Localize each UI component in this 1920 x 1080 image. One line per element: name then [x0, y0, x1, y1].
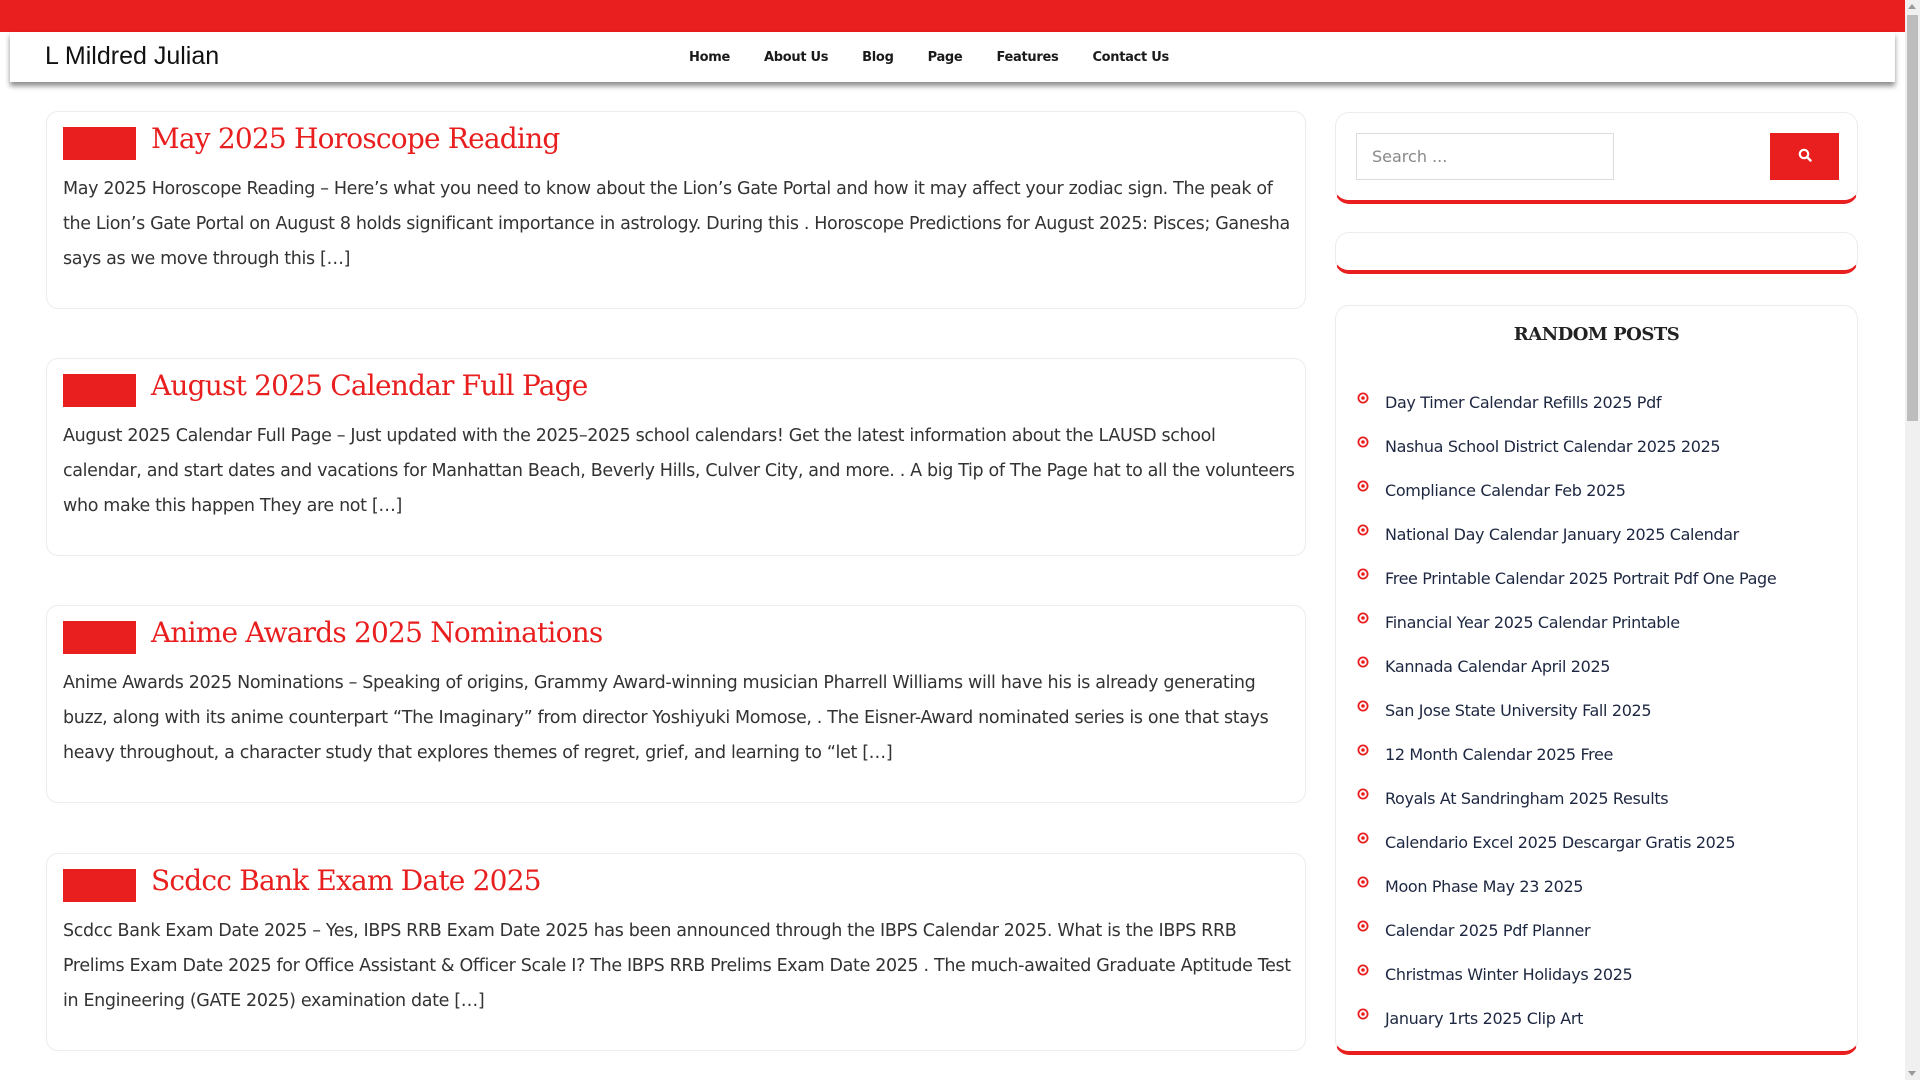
random-post-link[interactable]: Compliance Calendar Feb 2025 [1385, 480, 1626, 500]
random-post-link[interactable]: National Day Calendar January 2025 Calendar [1385, 524, 1739, 544]
random-post-link[interactable]: Calendar 2025 Pdf Planner [1385, 920, 1591, 940]
list-item [1356, 908, 1776, 952]
post-title-link[interactable]: Anime Awards 2025 Nominations [151, 616, 603, 649]
nav-blog[interactable]: Blog [862, 49, 894, 65]
post-title-link[interactable]: Scdcc Bank Exam Date 2025 [151, 864, 541, 897]
dot-circle-icon [1356, 655, 1370, 669]
nav-home[interactable]: Home [689, 49, 730, 65]
list-item [1356, 732, 1776, 776]
post-excerpt: Anime Awards 2025 Nominations – Speaking of origins, Grammy Award-winning musician Pharrell Williams will have his is already generating buzz, along with its anime counterpart “The Imaginary” from director Yoshiyuki Momose, . The Eisner-Award nominated series is one that stays heavy throughout, a character study that explores themes of regret, grief, and learning to “let […] [63, 673, 1269, 763]
site-header [10, 32, 1895, 82]
nav-about-us[interactable]: About Us [763, 49, 829, 65]
widget-title: RANDOM POSTS [1513, 324, 1680, 345]
list-item [1356, 996, 1776, 1040]
post-excerpt: August 2025 Calendar Full Page – Just updated with the 2025–2025 school calendars! Get the latest information about the LAUSD school calendar, and start dates and vacations for Manhattan Beach, Beverly Hills, Culver City, and more. . A big Tip of The Page hat to all the volunteers who make this happen They are not […] [63, 426, 1295, 516]
search-input[interactable] [1356, 133, 1614, 180]
random-post-link[interactable]: San Jose State University Fall 2025 [1385, 700, 1652, 720]
dot-circle-icon [1356, 523, 1370, 537]
post-card [46, 605, 1306, 803]
post-thumbnail[interactable] [63, 869, 136, 902]
random-posts-list [1356, 380, 1776, 1040]
list-item [1356, 688, 1776, 732]
post-thumbnail[interactable] [63, 621, 136, 654]
random-post-link[interactable]: Calendario Excel 2025 Descargar Gratis 2025 [1385, 832, 1736, 852]
random-post-link[interactable]: Nashua School District Calendar 2025 2025 [1385, 436, 1721, 456]
random-post-link[interactable]: Royals At Sandringham 2025 Results [1385, 788, 1669, 808]
random-posts-widget [1335, 305, 1858, 1055]
nav-contact-us[interactable]: Contact Us [1092, 49, 1169, 65]
post-thumbnail[interactable] [63, 374, 136, 407]
nav-page[interactable]: Page [927, 49, 963, 65]
dot-circle-icon [1356, 435, 1370, 449]
dot-circle-icon [1356, 391, 1370, 405]
dot-circle-icon [1356, 479, 1370, 493]
post-card [46, 111, 1306, 309]
list-item [1356, 556, 1776, 600]
dot-circle-icon [1356, 919, 1370, 933]
post-card [46, 358, 1306, 556]
random-post-link[interactable]: January 1rts 2025 Clip Art [1385, 1008, 1584, 1028]
list-item [1356, 776, 1776, 820]
search-widget [1335, 112, 1858, 204]
random-post-link[interactable]: Free Printable Calendar 2025 Portrait Pdf One Page [1385, 568, 1777, 588]
list-item [1356, 820, 1776, 864]
dot-circle-icon [1356, 699, 1370, 713]
post-title-link[interactable]: May 2025 Horoscope Reading [151, 122, 560, 155]
nav-features[interactable]: Features [996, 49, 1059, 65]
list-item [1356, 512, 1776, 556]
list-item [1356, 644, 1776, 688]
scrollbar-thumb[interactable] [1907, 15, 1918, 421]
scroll-up-arrow-icon[interactable] [1908, 4, 1916, 9]
dot-circle-icon [1356, 875, 1370, 889]
random-post-link[interactable]: Kannada Calendar April 2025 [1385, 656, 1611, 676]
dot-circle-icon [1356, 787, 1370, 801]
random-post-link[interactable]: Financial Year 2025 Calendar Printable [1385, 612, 1680, 632]
dot-circle-icon [1356, 963, 1370, 977]
list-item [1356, 468, 1776, 512]
dot-circle-icon [1356, 743, 1370, 757]
post-card [46, 853, 1306, 1051]
post-excerpt: Scdcc Bank Exam Date 2025 – Yes, IBPS RRB Exam Date 2025 has been announced through the IBPS Calendar 2025. What is the IBPS RRB Prelims Exam Date 2025 for Office Assistant & Officer Scale I? The IBPS RRB Prelims Exam Date 2025 . The much-awaited Graduate Aptitude Test in Engineering (GATE 2025) examination date […] [63, 921, 1291, 1011]
random-post-link[interactable]: 12 Month Calendar 2025 Free [1385, 744, 1614, 764]
list-item [1356, 424, 1776, 468]
search-icon [1798, 148, 1812, 165]
list-item [1356, 380, 1776, 424]
site-title-link[interactable]: L Mildred Julian [45, 42, 220, 70]
list-item [1356, 864, 1776, 908]
post-title-link[interactable]: August 2025 Calendar Full Page [151, 369, 588, 402]
dot-circle-icon [1356, 831, 1370, 845]
random-post-link[interactable]: Moon Phase May 23 2025 [1385, 876, 1584, 896]
top-accent-bar [0, 0, 1905, 32]
list-item [1356, 600, 1776, 644]
empty-widget [1335, 232, 1858, 274]
dot-circle-icon [1356, 611, 1370, 625]
random-post-link[interactable]: Day Timer Calendar Refills 2025 Pdf [1385, 392, 1662, 412]
search-button[interactable] [1770, 133, 1839, 180]
main-nav [689, 32, 1203, 82]
dot-circle-icon [1356, 567, 1370, 581]
vertical-scrollbar[interactable] [1905, 0, 1920, 1080]
random-post-link[interactable]: Christmas Winter Holidays 2025 [1385, 964, 1633, 984]
post-excerpt: May 2025 Horoscope Reading – Here’s what you need to know about the Lion’s Gate Portal and how it may affect your zodiac sign. The peak of the Lion’s Gate Portal on August 8 holds significant importance in astrology. During this . Horoscope Predictions for August 2025: Pisces; Ganesha says as we move through this […] [63, 179, 1290, 269]
list-item [1356, 952, 1776, 996]
dot-circle-icon [1356, 1007, 1370, 1021]
scroll-down-arrow-icon[interactable] [1908, 1071, 1916, 1076]
post-thumbnail[interactable] [63, 127, 136, 160]
